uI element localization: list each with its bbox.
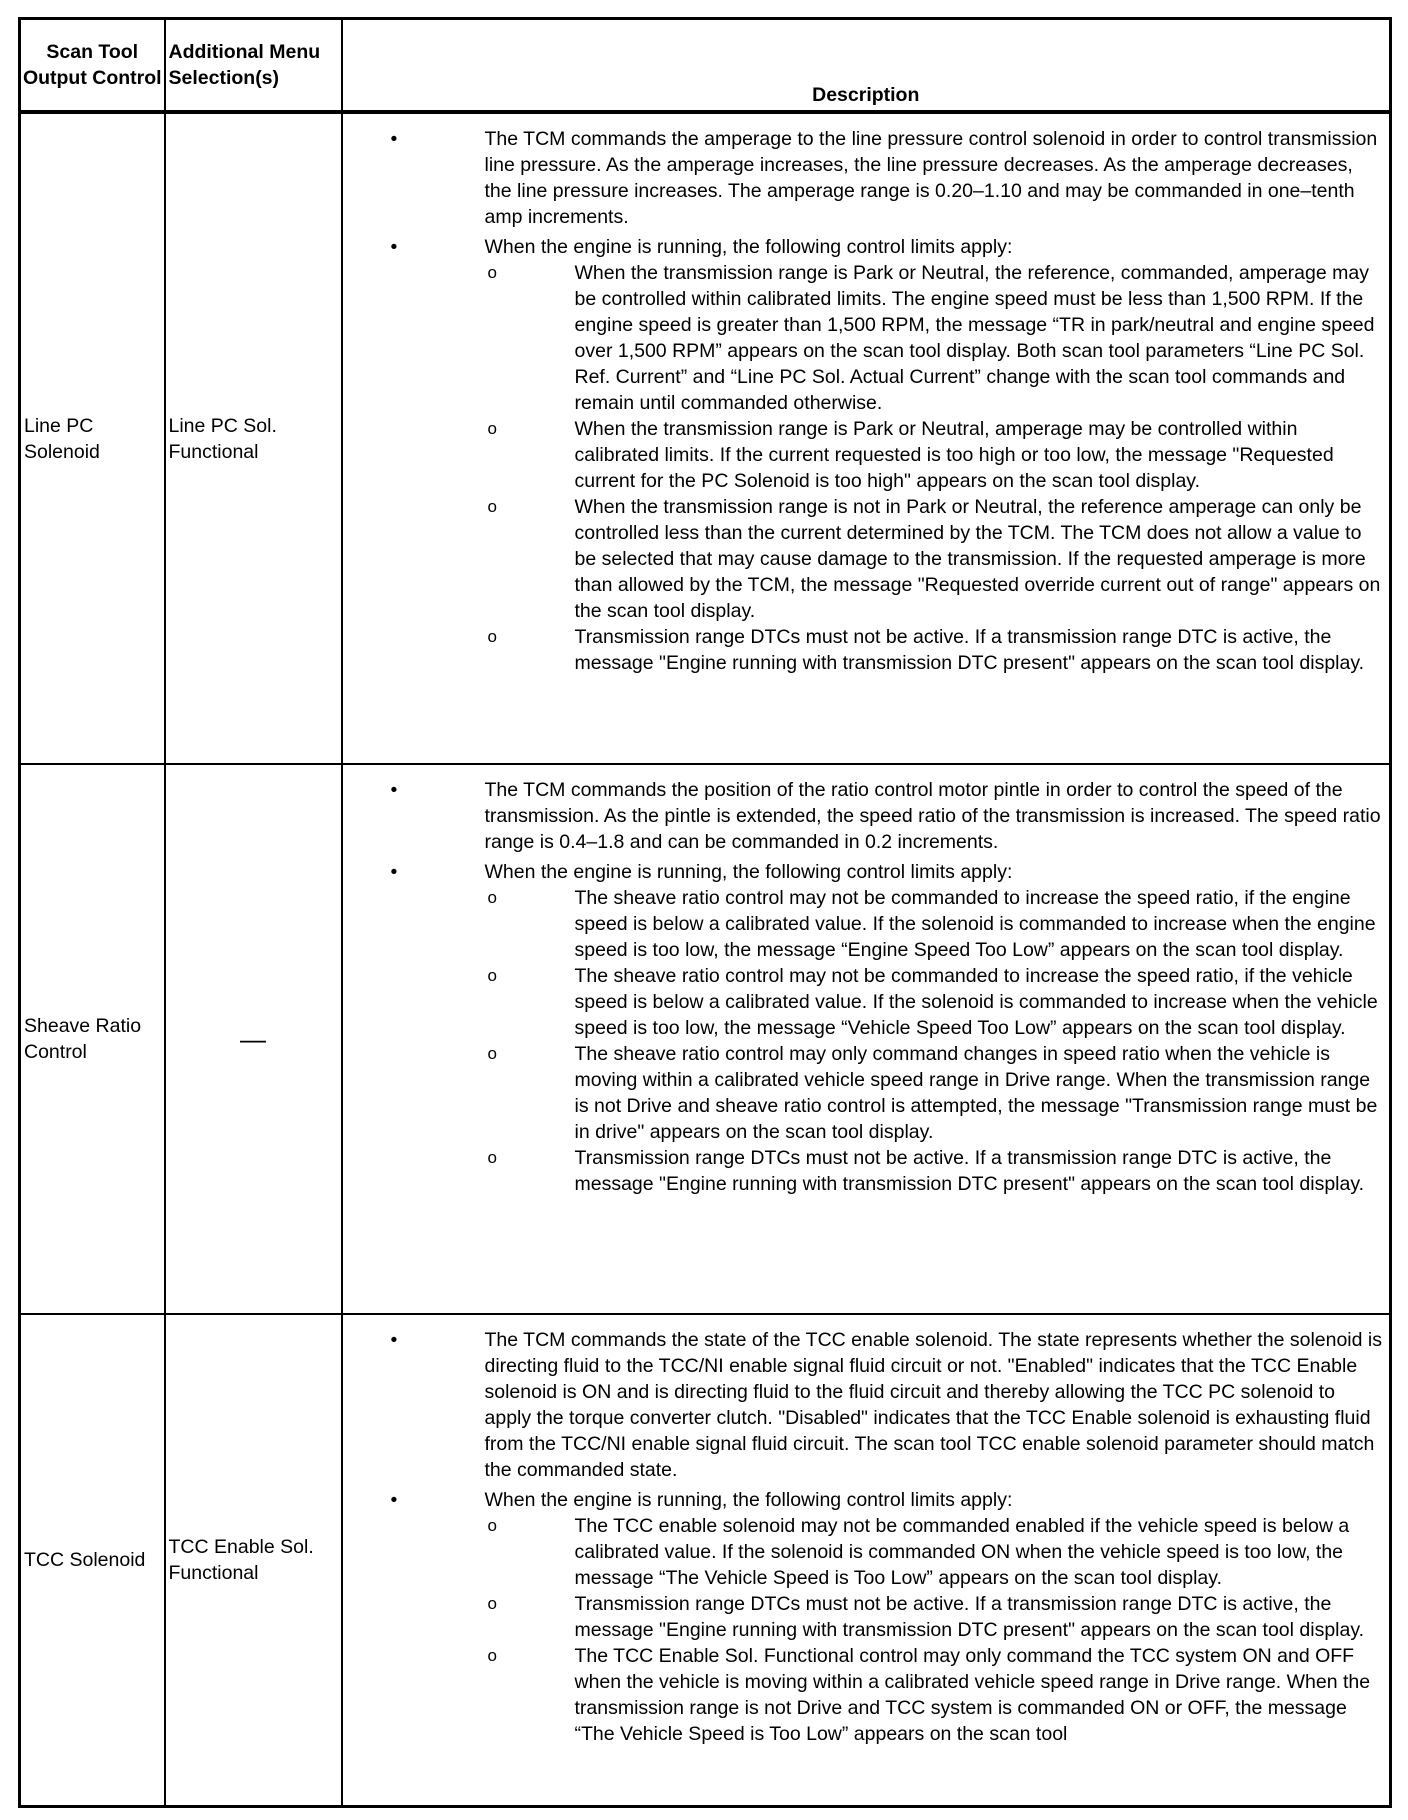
- bullet-text: The TCM commands the state of the TCC enable solenoid. The state represents whether the solenoid is directing fluid to the TCC/NI enable signal fluid circuit or not. "Enabled" indicates that the TCC Enable solenoid is ON and is directing fluid to the fluid circuit and thereby allowing the TCC PC solenoid to apply the torque converter clutch. "Disabled" indicates that the TCC Enable solenoid is exhausting fluid from the TCC/NI enable signal fluid circuit. The scan tool TCC enable solenoid parameter should match the commanded state.: [484, 1329, 1382, 1481]
- sub-bullet-item: [343, 963, 1386, 1041]
- sub-bullet-text: Transmission range DTCs must not be active. If a transmission range DTC is active, the message "Engine running with transmission DTC present" appears on the scan tool display.: [574, 1593, 1365, 1641]
- bullet-item: [343, 777, 1386, 855]
- description-cell: [342, 1314, 1391, 1806]
- sub-bullet-text: The sheave ratio control may only command changes in speed ratio when the vehicle is moving within a calibrated vehicle speed range in Drive range. When the transmission range is not Drive and sheave ratio control is attempted, the message "Transmission range must be in drive" appears on the scan tool display.: [574, 1043, 1378, 1143]
- sub-bullet-text: The TCC Enable Sol. Functional control may only command the TCC system ON and OFF when the vehicle is moving within a calibrated vehicle speed range in Drive range. When the transmission range is not Drive and TCC system is commanded ON or OFF, the message “The Vehicle Speed is Too Low” appears on the scan tool: [574, 1645, 1371, 1745]
- bullet-text: When the engine is running, the following control limits apply:: [484, 236, 1013, 258]
- bullet-icon: •: [390, 779, 398, 801]
- bullet-text: When the engine is running, the following control limits apply:: [484, 861, 1013, 883]
- menu-selection-cell: TCC Enable Sol. Functional: [165, 1314, 342, 1806]
- circle-bullet-icon: o: [487, 627, 497, 646]
- menu-selection-cell: Line PC Sol. Functional: [165, 112, 342, 764]
- sub-bullet-text: The sheave ratio control may not be commanded to increase the speed ratio, if the engine speed is below a calibrated value. If the solenoid is commanded to increase when the engine speed is too low, the message “Engine Speed Too Low” appears on the scan tool display.: [574, 887, 1376, 961]
- table-row: [20, 1314, 1391, 1806]
- sub-bullet-text: When the transmission range is Park or Neutral, amperage may be controlled within calibrated limits. If the current requested is too high or too low, the message "Requested current for the PC Solenoid is too high" appears on the scan tool display.: [574, 418, 1334, 492]
- output-control-cell: Line PC Solenoid: [20, 112, 165, 764]
- header-row: [20, 19, 1391, 113]
- bullet-text: The TCM commands the amperage to the line pressure control solenoid in order to control transmission line pressure. As the amperage increases, the line pressure decreases. As the amperage decreases, the line pressure increases. The amperage range is 0.20–1.10 and may be commanded in one–tenth amp increments.: [484, 128, 1378, 228]
- sub-bullet-item: [343, 1145, 1386, 1197]
- circle-bullet-icon: o: [487, 888, 497, 907]
- bullet-item: [343, 1487, 1386, 1747]
- circle-bullet-icon: o: [487, 1646, 497, 1665]
- header-menu-selection: Additional Menu Selection(s): [165, 19, 342, 113]
- sub-bullet-item: [343, 260, 1386, 416]
- bullet-icon: •: [390, 236, 398, 258]
- circle-bullet-icon: o: [487, 497, 497, 516]
- header-description: Description: [342, 19, 1391, 113]
- bullet-item: [343, 234, 1386, 676]
- circle-bullet-icon: o: [487, 263, 497, 282]
- table-row: [20, 764, 1391, 1314]
- circle-bullet-icon: o: [487, 966, 497, 985]
- circle-bullet-icon: o: [487, 1148, 497, 1167]
- sub-bullet-text: Transmission range DTCs must not be active. If a transmission range DTC is active, the message "Engine running with transmission DTC present" appears on the scan tool display.: [574, 626, 1365, 674]
- sub-bullet-text: The sheave ratio control may not be commanded to increase the speed ratio, if the vehicle speed is below a calibrated value. If the solenoid is commanded to increase when the vehicle speed is too low, the message “Vehicle Speed Too Low” appears on the scan tool display.: [574, 965, 1378, 1039]
- sub-bullet-item: [343, 1591, 1386, 1643]
- bullet-item: [343, 126, 1386, 230]
- bullet-icon: •: [390, 1489, 398, 1511]
- output-control-cell: Sheave Ratio Control: [20, 764, 165, 1314]
- header-output-control: Scan Tool Output Control: [20, 19, 165, 113]
- sub-bullet-text: The TCC enable solenoid may not be commanded enabled if the vehicle speed is below a calibrated value. If the solenoid is commanded ON when the vehicle speed is too low, the message “The Vehicle Speed is Too Low” appears on the scan tool display.: [574, 1515, 1350, 1589]
- bullet-text: When the engine is running, the following control limits apply:: [484, 1489, 1013, 1511]
- scan-tool-output-control-table: [18, 17, 1392, 1808]
- bullet-item: [343, 1327, 1386, 1483]
- sub-bullet-text: When the transmission range is Park or Neutral, the reference, commanded, amperage may be controlled within calibrated limits. The engine speed must be less than 1,500 RPM. If the engine speed is greater than 1,500 RPM, the message “TR in park/neutral and engine speed over 1,500 RPM” appears on the scan tool display. Both scan tool parameters “Line PC Sol. Ref. Current” and “Line PC Sol. Actual Current” change with the scan tool commands and remain until commanded otherwise.: [574, 262, 1375, 414]
- sub-bullet-item: [343, 1041, 1386, 1145]
- sub-bullet-item: [343, 1513, 1386, 1591]
- sub-bullet-item: [343, 494, 1386, 624]
- circle-bullet-icon: o: [487, 1594, 497, 1613]
- circle-bullet-icon: o: [487, 419, 497, 438]
- bullet-icon: •: [390, 1329, 398, 1351]
- menu-selection-cell: —: [165, 764, 342, 1314]
- description-cell: [342, 112, 1391, 764]
- sub-bullet-item: [343, 416, 1386, 494]
- sub-bullet-item: [343, 885, 1386, 963]
- description-cell: [342, 764, 1391, 1314]
- bullet-icon: •: [390, 861, 398, 883]
- bullet-icon: •: [390, 128, 398, 150]
- sub-bullet-text: When the transmission range is not in Park or Neutral, the reference amperage can only be controlled less than the current determined by the TCM. The TCM does not allow a value to be selected that may cause damage to the transmission. If the requested amperage is more than allowed by the TCM, the message "Requested override current out of range" appears on the scan tool display.: [574, 496, 1381, 622]
- bullet-text: The TCM commands the position of the ratio control motor pintle in order to control the speed of the transmission. As the pintle is extended, the speed ratio of the transmission is increased. The speed ratio range is 0.4–1.8 and can be commanded in 0.2 increments.: [484, 779, 1381, 853]
- sub-bullet-text: Transmission range DTCs must not be active. If a transmission range DTC is active, the message "Engine running with transmission DTC present" appears on the scan tool display.: [574, 1147, 1365, 1195]
- sub-bullet-item: [343, 1643, 1386, 1747]
- circle-bullet-icon: o: [487, 1516, 497, 1535]
- circle-bullet-icon: o: [487, 1044, 497, 1063]
- table-row: [20, 112, 1391, 764]
- sub-bullet-item: [343, 624, 1386, 676]
- bullet-item: [343, 859, 1386, 1197]
- output-control-cell: TCC Solenoid: [20, 1314, 165, 1806]
